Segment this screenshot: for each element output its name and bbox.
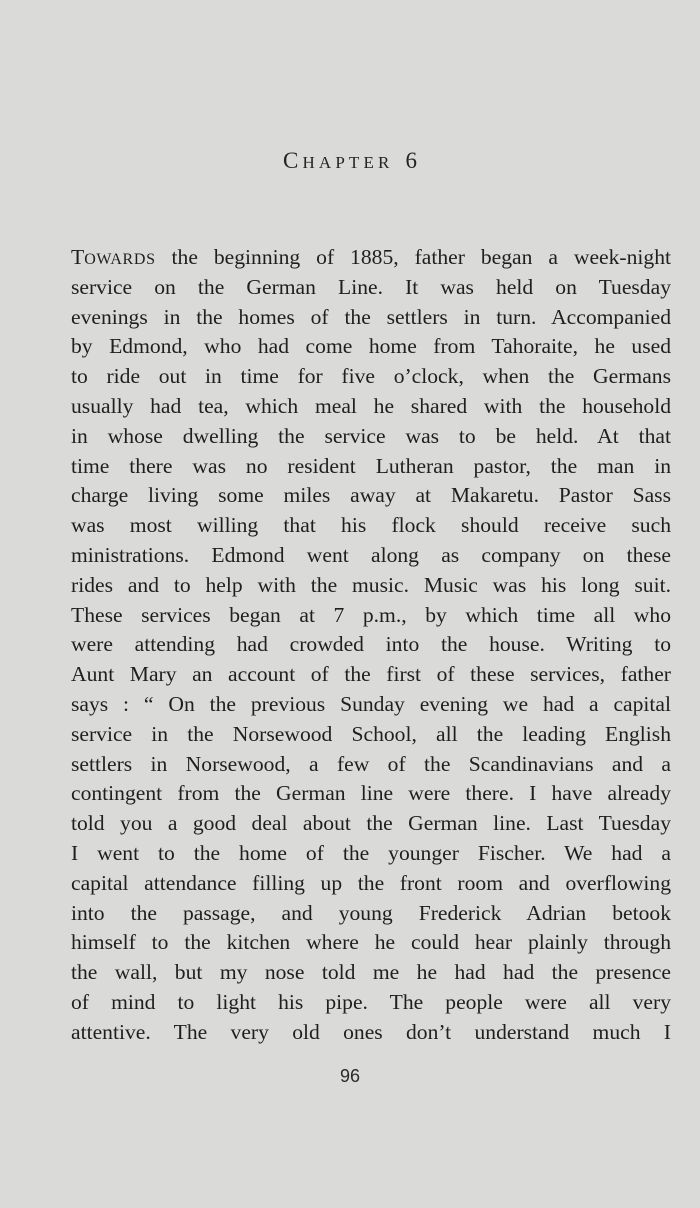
text-line: contingent from the German line were there. I have already (71, 781, 671, 806)
text-line: rides and to help with the music. Music was his long suit. (71, 572, 671, 597)
text-line: ministrations. Edmond went along as company on these (71, 542, 671, 567)
chapter-word-initial: C (283, 148, 303, 173)
text-line: of mind to light his pipe. The people were all very (71, 989, 671, 1014)
text-line: I went to the home of the younger Fischer. We had a (71, 840, 671, 865)
text-line: in whose dwelling the service was to be held. At that (71, 423, 671, 448)
text-line: the wall, but my nose told me he had had the presence (71, 960, 671, 985)
text-line: These services began at 7 p.m., by which time all who (71, 602, 671, 627)
text-line: by Edmond, who had come home from Tahoraite, he used (71, 334, 671, 359)
opening-word-rest: OWARDS (84, 251, 156, 268)
text-line: usually had tea, which meal he shared with the household (71, 393, 671, 418)
text-line: charge living some miles away at Makaretu. Pastor Sass (71, 483, 671, 508)
text-line: to ride out in time for five o’clock, when the Germans (71, 364, 671, 389)
text-line: service on the German Line. It was held on Tuesday (71, 274, 671, 299)
text-line: into the passage, and young Frederick Adrian betook (71, 900, 671, 925)
text-line: attentive. The very old ones don’t understand much I (71, 1019, 671, 1044)
page-number: 96 (339, 1066, 361, 1086)
text-line: was most willing that his flock should receive such (71, 513, 671, 538)
text-line: were attending had crowded into the house. Writing to (71, 632, 671, 657)
text-line: told you a good deal about the German line. Last Tuesday (71, 811, 671, 836)
text-line: says : “ On the previous Sunday evening we had a capital (71, 691, 671, 716)
text-line: service in the Norsewood School, all the leading English (71, 721, 671, 746)
text-line-content: the beginning of 1885, father began a week-night (155, 245, 671, 269)
body-paragraph (71, 243, 671, 1048)
text-line: settlers in Norsewood, a few of the Scandinavians and a (71, 751, 671, 776)
text-line: time there was no resident Lutheran pastor, the man in (71, 453, 671, 478)
chapter-word-rest: HAPTER (302, 153, 394, 172)
text-line: evenings in the homes of the settlers in turn. Accompanied (71, 304, 671, 329)
text-line: himself to the kitchen where he could hear plainly through (71, 930, 671, 955)
chapter-number: 6 (405, 148, 417, 173)
chapter-heading (0, 148, 700, 174)
opening-word-initial: T (71, 245, 85, 269)
text-line (71, 243, 671, 273)
text-line: capital attendance filling up the front room and overflowing (71, 870, 671, 895)
opening-word (71, 245, 156, 269)
text-line: Aunt Mary an account of the first of these services, father (71, 662, 671, 687)
